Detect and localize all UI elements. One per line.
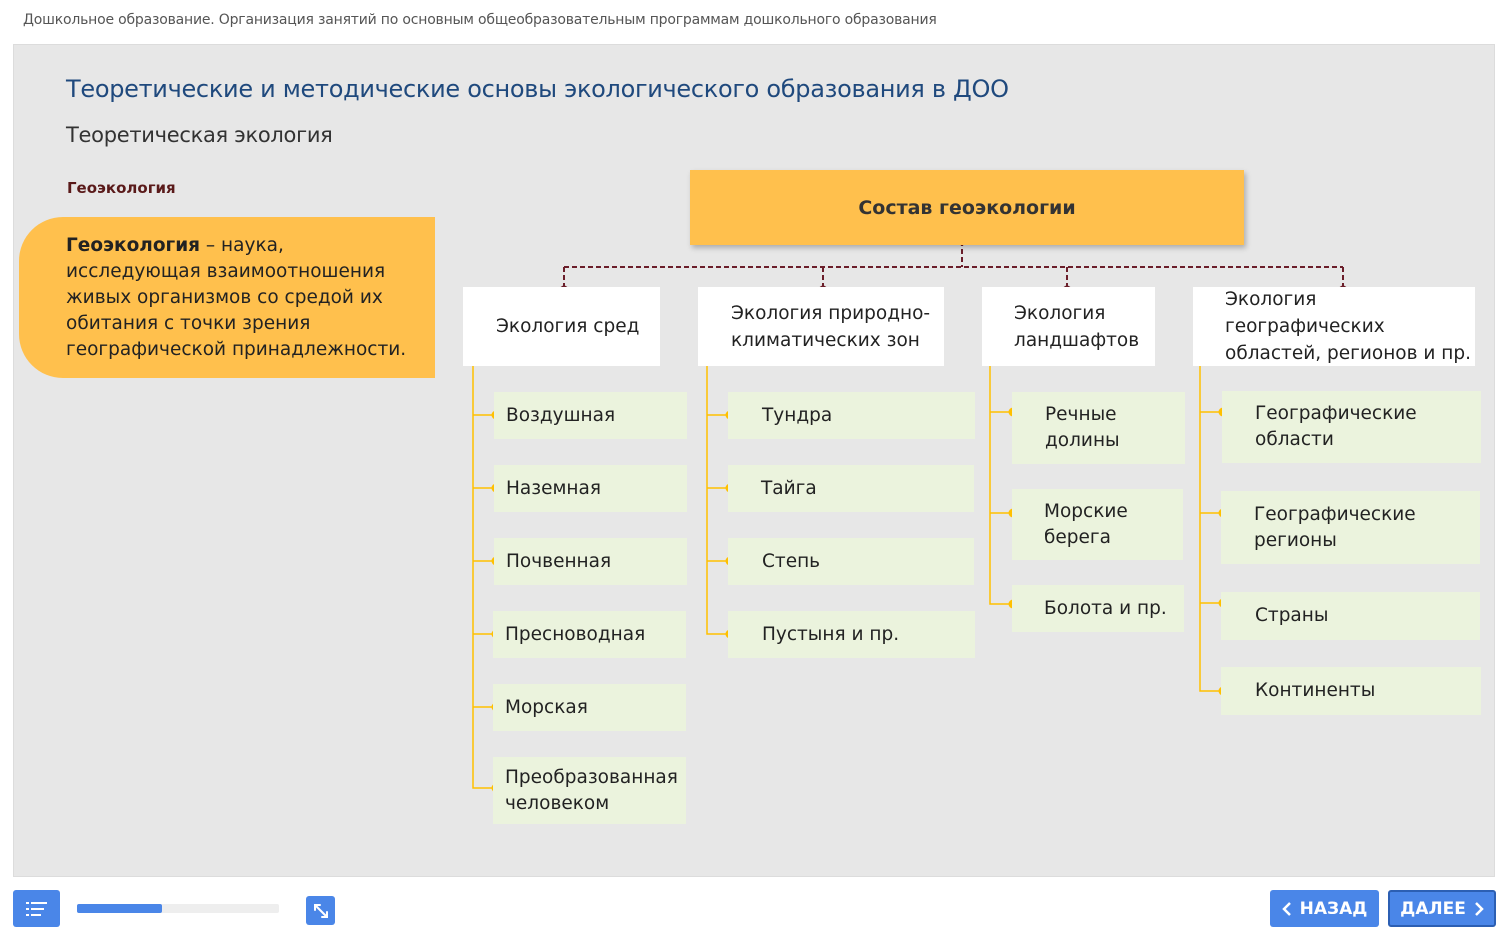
progress-fill (77, 904, 162, 913)
category-media-ecology: Экология сред (463, 287, 660, 366)
top-bar (0, 0, 1508, 44)
leaf-tundra: Тундра (728, 392, 975, 439)
menu-button[interactable] (13, 890, 60, 927)
fullscreen-button[interactable] (306, 896, 335, 925)
back-label: НАЗАД (1299, 898, 1368, 919)
leaf-ground: Наземная (494, 465, 687, 512)
slide (13, 44, 1495, 877)
expand-icon (312, 902, 330, 920)
definition-text: – наука, исследующая взаимоотношения живых организмов со средой их обитания с точки зрения географической принадлежности. (66, 235, 407, 360)
leaf-geo-areas: Географические области (1222, 391, 1481, 463)
section-label: Геоэкология (67, 179, 176, 197)
leaf-swamps: Болота и пр. (1012, 585, 1184, 632)
progress-bar (77, 904, 279, 913)
leaf-countries: Страны (1221, 592, 1480, 640)
leaf-taiga: Тайга (728, 465, 974, 512)
definition-callout (19, 217, 435, 378)
leaf-human-transformed: Преобразованная человеком (493, 757, 686, 824)
leaf-soil: Почвенная (494, 538, 687, 585)
slide-subtitle: Теоретическая экология (66, 123, 333, 147)
category-geographic-regions: Экология географических областей, регионов и пр. (1193, 287, 1475, 366)
back-button[interactable] (1270, 890, 1379, 927)
leaf-freshwater: Пресноводная (493, 611, 686, 658)
slide-title: Теоретические и методические основы экологического образования в ДОО (66, 75, 1009, 103)
leaf-marine: Морская (493, 684, 686, 731)
definition-term: Геоэкология (66, 235, 201, 256)
chevron-right-icon (1474, 902, 1484, 916)
course-title: Дошкольное образование. Организация занятий по основным общеобразовательным программам дошкольного образования (23, 12, 937, 28)
leaf-steppe: Степь (728, 538, 974, 585)
diagram-root: Состав геоэкологии (690, 170, 1244, 245)
leaf-geo-regions: Географические регионы (1221, 491, 1480, 564)
leaf-continents: Континенты (1221, 667, 1481, 715)
next-button[interactable] (1388, 890, 1496, 927)
leaf-river-valleys: Речные долины (1012, 392, 1185, 464)
leaf-air: Воздушная (494, 392, 687, 439)
leaf-sea-coasts: Морские берега (1012, 489, 1183, 560)
category-landscapes: Экология ландшафтов (982, 287, 1155, 366)
category-climate-zones: Экология природно-климатических зон (698, 287, 944, 366)
list-icon (26, 901, 48, 917)
leaf-desert: Пустыня и пр. (728, 611, 975, 658)
chevron-left-icon (1282, 902, 1292, 916)
next-label: ДАЛЕЕ (1400, 898, 1466, 919)
